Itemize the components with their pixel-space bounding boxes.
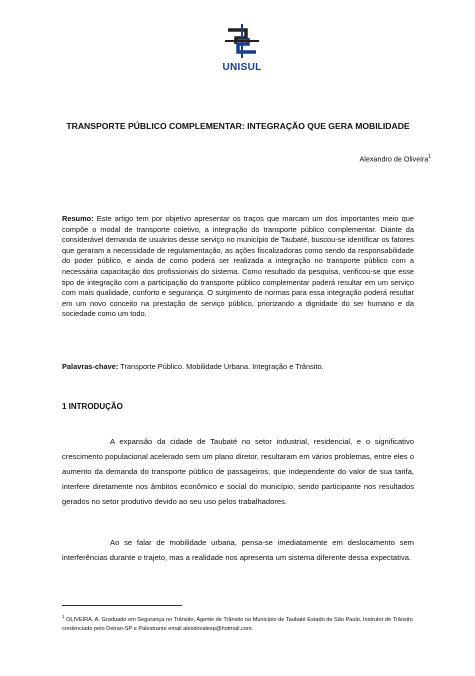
abstract-label: Resumo: — [62, 214, 94, 223]
paper-title: TRANSPORTE PÚBLICO COMPLEMENTAR: INTEGRAÇÃO QUE GERA MOBILIDADE — [66, 121, 410, 131]
footnote — [62, 612, 418, 634]
abstract-text: Este artigo tem por objetivo apresentar os traços que marcam um dos importantes meio que compõe o modal de transporte coletivo, a integração do transporte público complementar. Diante da considerável demanda de usuários desse serviço no município de Taubaté, buscou-se identificar os fatores que geraram a necessidade de regulamentação, as ações fiscalizadoras como sendo da responsabilidade do poder público, e ainda de como poderá ser realizada a integração no transporte público com a necessária capacitação dos profissionais do sistema. Como resultado da pesquisa, verificou-se que esse tipo de integração com a participação do transporte público complementar poderá resultar em um serviço com mais qualidade, conforto e segurança. O surgimento de normas para essa integração poderá resultar em um novo conceito na prestação de serviço público, priorizando a dignidade do ser humano e da sociedade como um todo. — [62, 214, 414, 319]
keywords — [62, 362, 414, 373]
paragraph-text: A expansão da cidade de Taubaté no setor industrial, residencial, e o significativo crescimento populacional acelerado sem um plano diretor, resultaram em vários problemas, entre eles o aumento da demanda do transporte público de passageiros, que independente do valor de sua tarifa, interfere diretamente nos âmbitos econômico e social do município, sendo participante nos resultados gerados no setor produtivo devido ao seu uso pelos trabalhadores. — [62, 437, 414, 507]
author-note-mark: 1 — [428, 154, 431, 160]
keywords-label: Palavras-chave: — [62, 362, 119, 371]
footnote-text: OLIVEIRA, A. Graduado em Segurança no Trânsito, Agente de Trânsito no Município de Taubaté Estado de São Paulo, Instrutor de Trânsito credenciado pelo Detran-SP e Palestrante email alexdovalesp@hotmail.com. — [62, 616, 413, 632]
paragraph — [62, 434, 414, 509]
unisul-logo — [212, 22, 272, 80]
footnote-divider — [62, 605, 182, 606]
paragraph-text: Ao se falar de mobilidade urbana, pensa-se imediatamente em deslocamento sem interferências durante o trajeto, mas a realidade nos apresenta um sistema diferente dessa expectativa. — [62, 538, 414, 563]
keywords-text: Transporte Público. Mobilidade Urbana. Integração e Trânsito. — [120, 362, 324, 371]
unisul-logo-icon — [222, 22, 262, 62]
paragraph — [62, 535, 414, 565]
author-line — [360, 154, 432, 163]
abstract — [62, 214, 414, 320]
section-heading: 1 INTRODUÇÃO — [62, 402, 123, 411]
author-name: Alexandro de Oliveira — [359, 154, 429, 164]
logo-text: UNISUL — [222, 62, 262, 73]
footnote-mark: 1 — [62, 614, 65, 619]
